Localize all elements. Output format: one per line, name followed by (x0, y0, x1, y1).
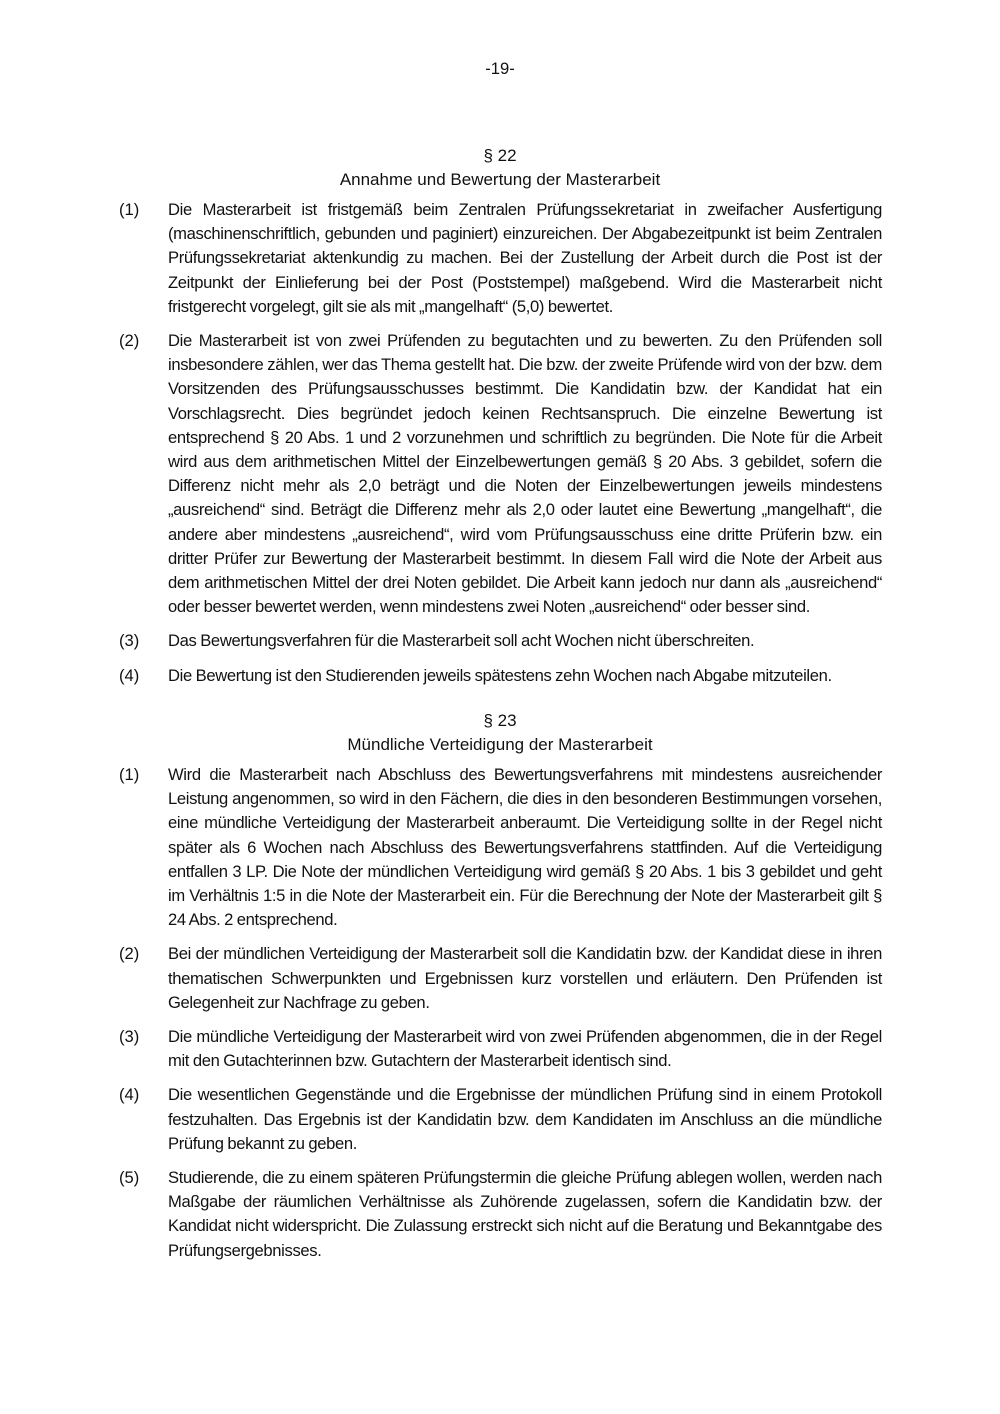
paragraph (0, 329, 1000, 619)
section-22 (0, 144, 1000, 698)
paragraph (0, 763, 1000, 932)
paragraph-text: Bei der mündlichen Verteidigung der Masterarbeit soll die Kandidatin bzw. der Kandidat diese in ihren thematischen Schwerpunkten und Ergebnissen kurz vorstellen und erläutern. Den Prüfenden ist Gelegenheit zur Nachfrage zu geben. (168, 944, 882, 1012)
paragraph (0, 942, 1000, 1015)
paragraph-number: (4) (119, 1085, 140, 1105)
paragraph-number: (2) (119, 944, 140, 964)
paragraph-number: (3) (119, 1027, 140, 1047)
paragraph-text: Die Masterarbeit ist fristgemäß beim Zentralen Prüfungssekretariat in zweifacher Ausfertigung (maschinenschriftlich, gebunden und paginiert) einzureichen. Der Abgabezeitpunkt ist beim Zentralen Prüfungssekretariat aktenkundig zu machen. Bei der Zustellung der Arbeit durch die Post ist der Zeitpunkt der Einlieferung bei der Post (Poststempel) maßgebend. Wird die Masterarbeit nicht fristgerecht vorgelegt, gilt sie als mit „mangelhaft“ (5,0) bewertet. (168, 200, 882, 316)
paragraph-number: (3) (119, 631, 140, 651)
paragraph-text: Die wesentlichen Gegenstände und die Ergebnisse der mündlichen Prüfung sind in einem Protokoll festzuhalten. Das Ergebnis ist der Kandidatin bzw. dem Kandidaten im Anschluss an die mündliche Prüfung bekannt zu geben. (168, 1085, 882, 1153)
paragraph-text: Die Masterarbeit ist von zwei Prüfenden zu begutachten und zu bewerten. Zu den Prüfenden soll insbesondere zählen, wer das Thema gestellt hat. Die bzw. der zweite Prüfende wird von der bzw. dem Vorsitzenden des Prüfungsausschusses bestimmt. Die Kandidatin bzw. der Kandidat hat ein Vorschlagsrecht. Dies begründet jedoch keinen Rechtsanspruch. Die einzelne Bewertung ist entsprechend § 20 Abs. 1 und 2 vorzunehmen und schriftlich zu begründen. Die Note für die Arbeit wird aus dem arithmetischen Mittel der Einzelbewertungen gemäß § 20 Abs. 3 gebildet, sofern die Differenz nicht mehr als 2,0 beträgt und die Noten der Einzelbewertungen jeweils mindestens „ausreichend“ sind. Beträgt die Differenz mehr als 2,0 oder lautet eine Bewertung „mangelhaft“, die andere aber mindestens „ausreichend“, wird vom Prüfungsausschuss eine dritte Prüferin bzw. ein dritter Prüfer zur Bewertung der Masterarbeit bestimmt. In diesem Fall wird die Note der Arbeit aus dem arithmetischen Mittel der drei Noten gebildet. Die Arbeit kann jedoch nur dann als „ausreichend“ oder besser bewertet werden, wenn mindestens zwei Noten „ausreichend“ oder besser sind. (168, 331, 882, 617)
paragraph-number: (2) (119, 331, 140, 351)
paragraph-text: Wird die Masterarbeit nach Abschluss des Bewertungsverfahrens mit mindestens ausreichender Leistung angenommen, so wird in den Fächern, die dies in den besonderen Bestimmungen vorsehen, eine mündliche Verteidigung der Masterarbeit anberaumt. Die Verteidigung sollte in der Regel nicht später als 6 Wochen nach Abschluss des Bewertungsverfahrens stattfinden. Auf die Verteidigung entfallen 3 LP. Die Note der mündlichen Verteidigung wird gemäß § 20 Abs. 1 bis 3 gebildet und geht im Verhältnis 1:5 in die Note der Masterarbeit ein. Für die Berechnung der Note der Masterarbeit gilt § 24 Abs. 2 entsprechend. (168, 765, 882, 930)
section-23 (0, 709, 1000, 1273)
paragraph (0, 198, 1000, 319)
paragraph-number: (5) (119, 1168, 140, 1188)
paragraph (0, 1025, 1000, 1073)
paragraph (0, 1166, 1000, 1263)
section-title: Annahme und Bewertung der Masterarbeit (339, 170, 661, 189)
paragraph-text: Das Bewertungsverfahren für die Masterarbeit soll acht Wochen nicht überschreiten. (168, 631, 755, 651)
paragraph-number: (4) (119, 665, 140, 685)
section-title: Mündliche Verteidigung der Masterarbeit (347, 735, 653, 754)
paragraph (0, 664, 1000, 688)
paragraph-text: Studierende, die zu einem späteren Prüfungstermin die gleiche Prüfung ablegen wollen, werden nach Maßgabe der räumlichen Verhältnisse als Zuhörende zugelassen, sofern die Kandidatin bzw. der Kandidat nicht widerspricht. Die Zulassung erstreckt sich nicht auf die Beratung und Bekanntgabe des Prüfungsergebnisses. (168, 1168, 882, 1260)
page-number: -19- (485, 59, 515, 78)
paragraph (0, 629, 1000, 653)
paragraph-text: Die Bewertung ist den Studierenden jeweils spätestens zehn Wochen nach Abgabe mitzuteilen. (168, 665, 832, 685)
paragraph-list (0, 198, 1000, 688)
section-symbol: § 23 (483, 711, 517, 730)
paragraph-text: Die mündliche Verteidigung der Masterarbeit wird von zwei Prüfenden abgenommen, die in der Regel mit den Gutachterinnen bzw. Gutachtern der Masterarbeit identisch sind. (168, 1027, 882, 1071)
paragraph-number: (1) (119, 765, 140, 784)
section-symbol: § 22 (483, 146, 517, 165)
paragraph-list (0, 763, 1000, 1263)
paragraph (0, 1083, 1000, 1156)
paragraph-number: (1) (119, 200, 140, 219)
